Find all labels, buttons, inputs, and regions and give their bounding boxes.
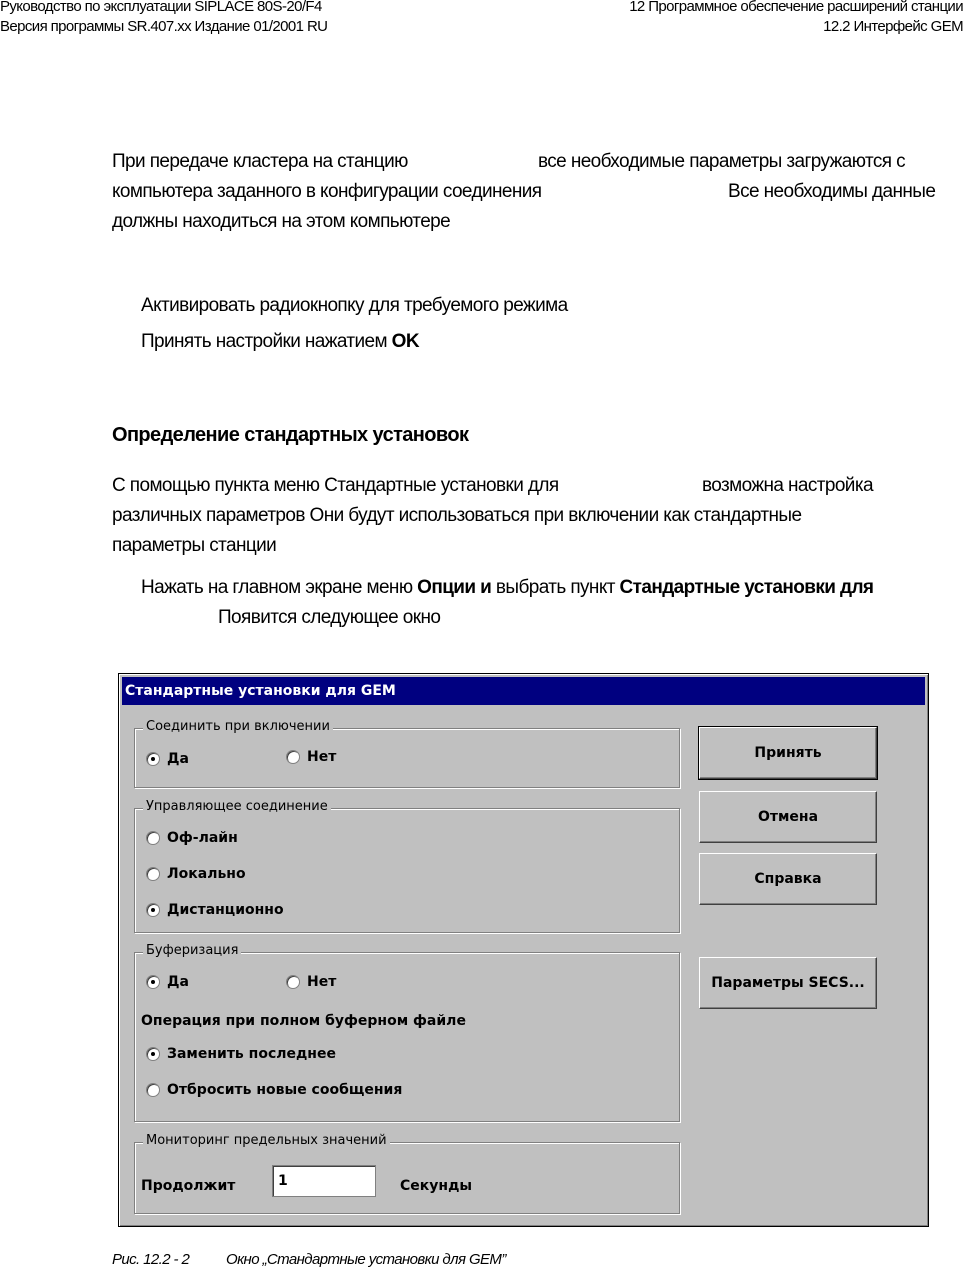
radio-label: Дистанционно bbox=[167, 902, 284, 918]
group-limit-monitoring bbox=[134, 1133, 680, 1214]
radio-label: Да bbox=[167, 974, 189, 990]
radio-buffer-no[interactable] bbox=[286, 974, 336, 990]
radio-icon bbox=[146, 752, 160, 766]
dialog-title-bar: Стандартные установки для GEM bbox=[122, 677, 925, 705]
group-control-connection bbox=[134, 799, 680, 933]
radio-label: Оф-лайн bbox=[167, 830, 238, 846]
group-buffering bbox=[134, 943, 680, 1122]
group-label: Управляющее соединение bbox=[143, 799, 331, 814]
seconds-label: Секунды bbox=[400, 1178, 473, 1194]
para2-line1a: С помощью пункта меню Стандартные установки для bbox=[112, 475, 559, 496]
radio-replace-last[interactable] bbox=[146, 1046, 336, 1062]
radio-icon bbox=[146, 903, 160, 917]
para2-line2: различных параметров Они будут использоваться при включении как стандартные bbox=[112, 505, 802, 526]
help-button[interactable]: Справка bbox=[699, 853, 877, 905]
header-manual-title: Руководство по эксплуатации SIPLACE 80S-20/F4 bbox=[0, 0, 322, 15]
radio-icon bbox=[146, 975, 160, 989]
radio-label: Отбросить новые сообщения bbox=[167, 1082, 403, 1098]
radio-icon bbox=[146, 1083, 160, 1097]
continue-seconds-input[interactable]: 1 bbox=[272, 1165, 376, 1197]
header-version: Версия программы SR.407.xx Издание 01/2001 RU bbox=[0, 18, 328, 35]
step-window-appears: Появится следующее окно bbox=[218, 607, 441, 628]
radio-connect-no[interactable] bbox=[286, 749, 336, 765]
para1-line1a: При передаче кластера на станцию bbox=[112, 151, 408, 172]
group-connect-on-start bbox=[134, 719, 680, 788]
radio-icon bbox=[146, 1047, 160, 1061]
para1-line2b: Все необходимы данные bbox=[728, 181, 936, 202]
radio-label: Заменить последнее bbox=[167, 1046, 336, 1062]
group-label: Буферизация bbox=[143, 943, 241, 958]
step-activate: Активировать радиокнопку для требуемого режима bbox=[141, 295, 568, 316]
radio-label: Нет bbox=[307, 749, 337, 765]
radio-buffer-yes[interactable] bbox=[146, 974, 189, 990]
para1-line2a: компьютера заданного в конфигурации соединения bbox=[112, 181, 542, 202]
figure-number: Рис. 12.2 - 2 bbox=[112, 1251, 190, 1268]
radio-local[interactable] bbox=[146, 866, 246, 882]
cancel-button[interactable]: Отмена bbox=[699, 791, 877, 843]
radio-icon bbox=[286, 975, 300, 989]
accept-button[interactable]: Принять bbox=[699, 727, 877, 779]
para2-line1b: возможна настройка bbox=[702, 475, 873, 496]
radio-remote[interactable] bbox=[146, 902, 284, 918]
buffer-full-label: Операция при полном буферном файле bbox=[141, 1013, 466, 1029]
radio-label: Да bbox=[167, 751, 189, 767]
secs-parameters-button[interactable]: Параметры SECS... bbox=[699, 957, 877, 1009]
radio-label: Локально bbox=[167, 866, 246, 882]
radio-icon bbox=[146, 831, 160, 845]
radio-icon bbox=[286, 750, 300, 764]
section-title: Определение стандартных установок bbox=[112, 424, 469, 446]
radio-offline[interactable] bbox=[146, 830, 238, 846]
group-label: Мониторинг предельных значений bbox=[143, 1133, 390, 1148]
para1-line3: должны находиться на этом компьютере bbox=[112, 211, 451, 232]
para1-line1b: все необходимые параметры загружаются с bbox=[538, 151, 906, 172]
gem-defaults-dialog bbox=[118, 673, 929, 1227]
figure-caption: Окно „Стандартные установки для GEM” bbox=[226, 1251, 506, 1268]
step-accept: Принять настройки нажатием OK bbox=[141, 331, 419, 352]
radio-label: Нет bbox=[307, 974, 337, 990]
para2-line3: параметры станции bbox=[112, 535, 277, 556]
radio-connect-yes[interactable] bbox=[146, 751, 189, 767]
radio-discard-new[interactable] bbox=[146, 1082, 402, 1098]
group-label: Соединить при включении bbox=[143, 719, 333, 734]
header-chapter: 12 Программное обеспечение расширений станции bbox=[629, 0, 963, 15]
continue-label: Продолжит bbox=[141, 1178, 236, 1194]
step-open-options: Нажать на главном экране меню Опции и выбрать пункт Стандартные установки для bbox=[141, 577, 874, 598]
header-section: 12.2 Интерфейс GEM bbox=[823, 18, 963, 35]
radio-icon bbox=[146, 867, 160, 881]
